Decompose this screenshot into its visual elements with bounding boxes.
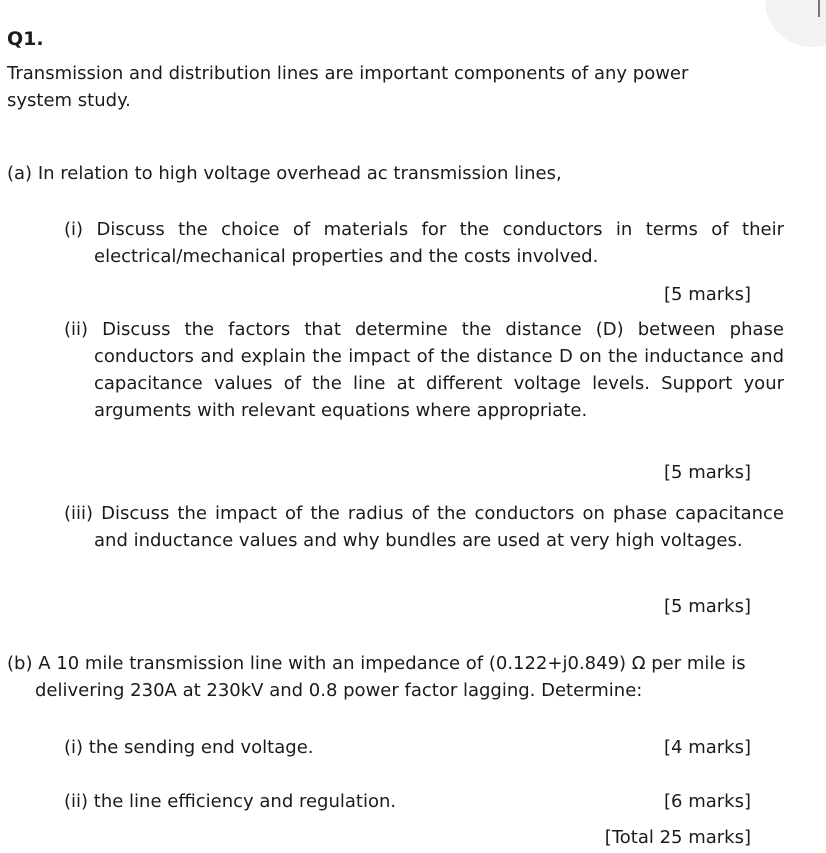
part-a-item-ii-marks: [5 marks] [664,462,751,483]
part-b-label: (b) [7,653,33,674]
question-number: Q1. [7,28,44,50]
item-text: the sending end voltage. [88,737,314,758]
part-b-item-i [64,734,314,761]
part-a-item-i-marks: [5 marks] [664,284,751,305]
item-text: the line efficiency and regulation. [93,791,397,812]
page-corner-shape [765,0,826,47]
part-b-item-i-marks: [4 marks] [664,737,751,758]
part-a-label: (a) [7,163,33,184]
text-cursor-mark [818,0,820,17]
item-text: Discuss the factors that determine the distance (D) between phase conductors and explain the impact of the distance D on the inductance and capacitance values of the line at different voltage levels. Support your arguments with relevant equations where appropriate. [94,319,784,421]
part-b-item-ii [64,788,396,815]
part-a-item-i [64,216,784,270]
item-label: (ii) [64,319,89,340]
part-a-item-iii-marks: [5 marks] [664,596,751,617]
total-marks: [Total 25 marks] [604,827,751,848]
part-b-item-ii-marks: [6 marks] [664,791,751,812]
part-a-prompt [7,160,757,187]
item-text: Discuss the choice of materials for the conductors in terms of their electrical/mechanical properties and the costs involved. [94,219,784,267]
part-a-item-ii [64,316,784,424]
item-label: (ii) [64,791,89,812]
item-text: Discuss the impact of the radius of the conductors on phase capacitance and inductance values and why bundles are used at very high voltages. [94,503,784,551]
part-a-text: In relation to high voltage overhead ac transmission lines, [37,163,562,184]
part-b-prompt [7,650,781,704]
item-label: (iii) [64,503,94,524]
item-label: (i) [64,737,84,758]
question-intro: Transmission and distribution lines are important components of any power system study. [7,63,689,111]
part-a-item-iii [64,500,784,554]
part-b-text: A 10 mile transmission line with an impedance of (0.122+j0.849) Ω per mile is delivering 230A at 230kV and 0.8 power factor lagging. Determine: [35,653,746,701]
item-label: (i) [64,219,84,240]
